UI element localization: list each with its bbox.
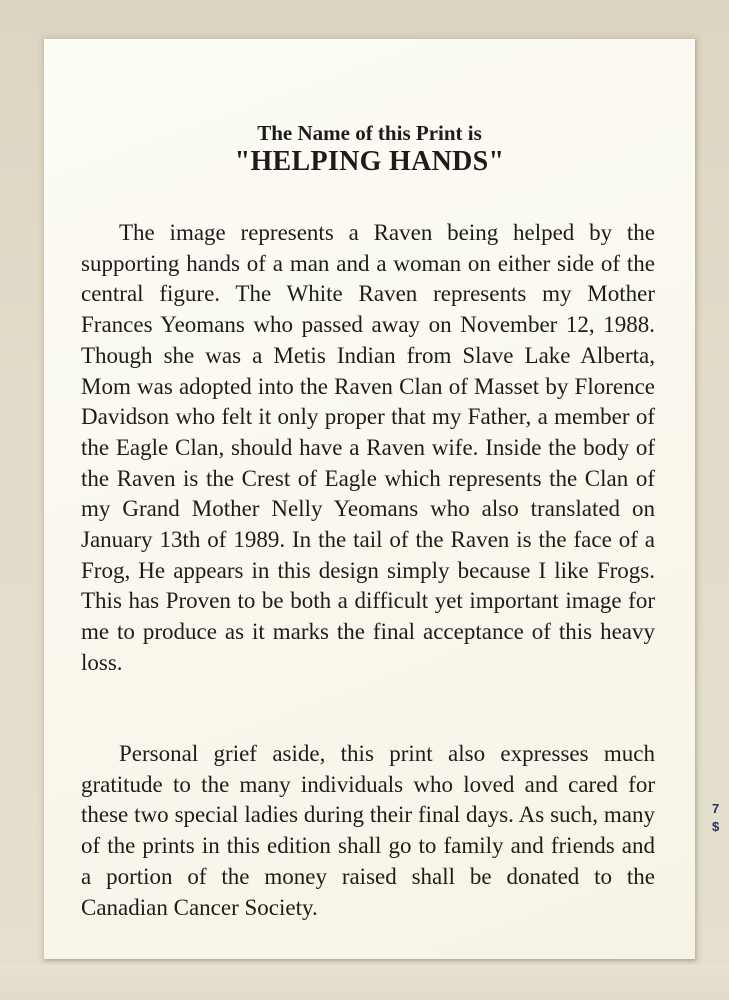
print-title: "HELPING HANDS" [234, 146, 505, 177]
print-description-card [44, 39, 695, 959]
partial-price-tag [712, 800, 729, 836]
card-heading [44, 120, 695, 178]
paragraph-gratitude: Personal grief aside, this print also expresses much gratitude to the many individuals who loved and cared for these two special ladies during their final days. As such, many of the prints in this edition shall go to family and friends and a portion of the money raised shall be donated to the Canadian Cancer Society. [81, 741, 655, 920]
partial-price-tag-line2: $ [712, 819, 720, 834]
heading-intro: The Name of this Print is [257, 121, 482, 145]
backing-board-edge [0, 965, 729, 1000]
paragraph-story: The image represents a Raven being helped by the supporting hands of a man and a woman on either side of the central figure. The White Raven represents my Mother Frances Yeomans who passed away on November 12, 1988. Though she was a Metis Indian from Slave Lake Alberta, Mom was adopted into the Raven Clan of Masset by Florence Davidson who felt it only proper that my Father, a member of the Eagle Clan, should have a Raven wife. Inside the body of the Raven is the Crest of Eagle which represents the Clan of my Grand Mother Nelly Yeomans who also translated on January 13th of 1989. In the tail of the Raven is the face of a Frog, He appears in this design simply because I like Frogs. This has Proven to be both a difficult yet important image for me to produce as it marks the final acceptance of this heavy loss. [81, 220, 655, 675]
partial-price-tag-line1: 7 [712, 801, 720, 816]
